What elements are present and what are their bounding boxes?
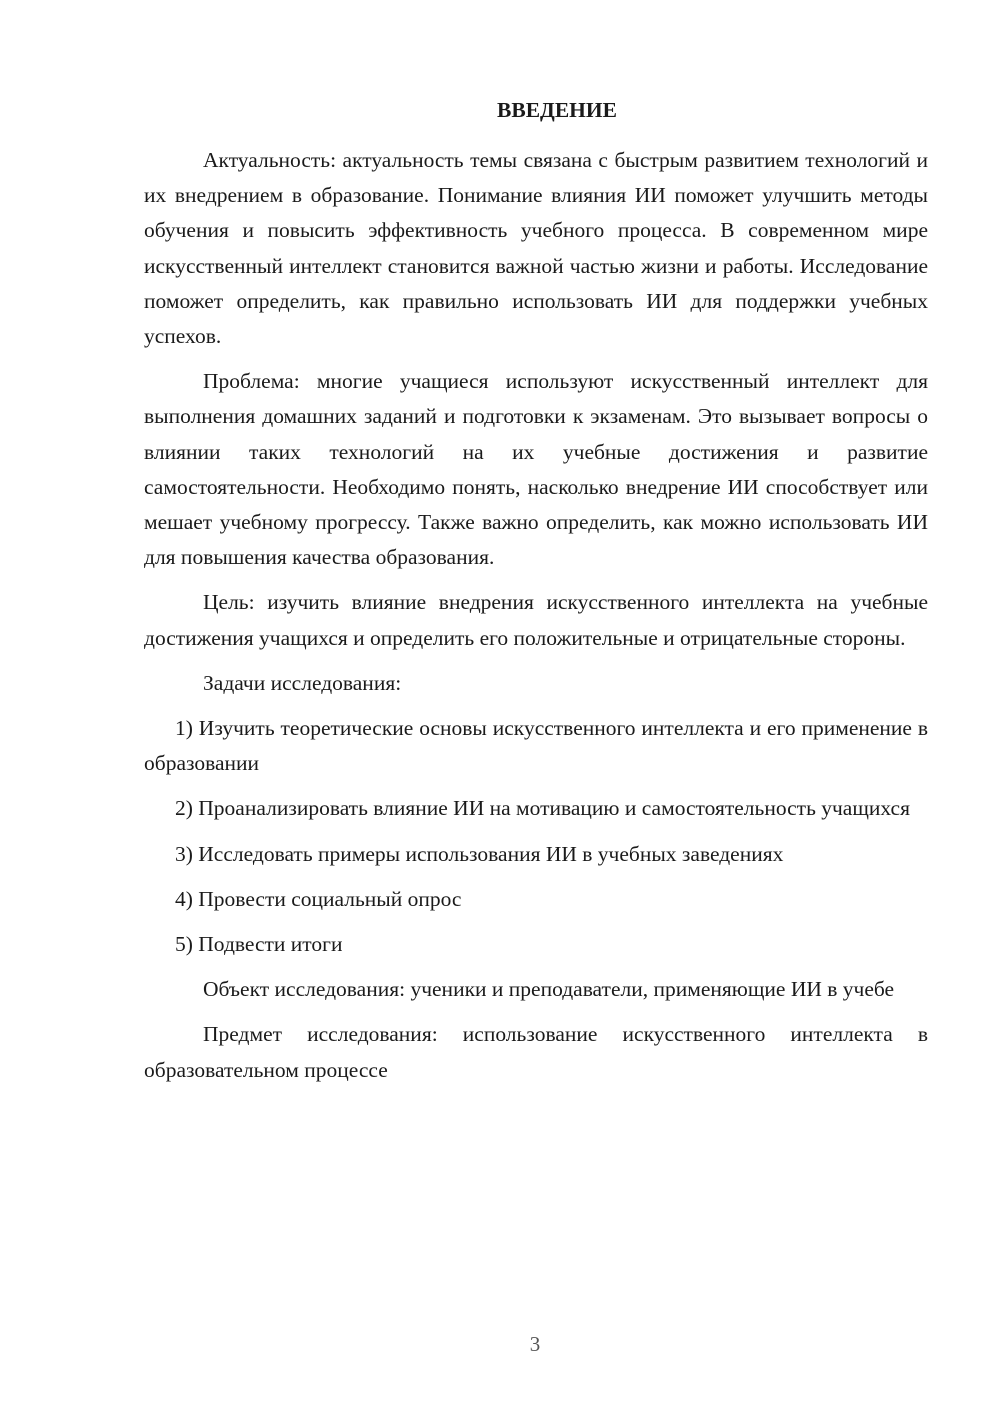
task-item: 2) Проанализировать влияние ИИ на мотивацию и самостоятельность учащихся bbox=[175, 796, 910, 821]
page-number: 3 bbox=[529, 1332, 541, 1356]
task-item: 5) Подвести итоги bbox=[175, 932, 343, 957]
paragraph-object: Объект исследования: ученики и преподаватели, применяющие ИИ в учебе bbox=[203, 977, 895, 1002]
section-heading: ВВЕДЕНИЕ bbox=[497, 98, 617, 122]
task-item: 3) Исследовать примеры использования ИИ в учебных заведениях bbox=[175, 841, 784, 866]
paragraph-relevance: Актуальность: актуальность темы связана с быстрым развитием технологий и их внедрением в образование. Понимание влияния ИИ поможет улучшить методы обучения и повысить эффективность учебного процесса. В современном мире искусственный интеллект становится важной частью жизни и работы. Исследование поможет определить, как правильно использовать ИИ для поддержки учебных успехов. bbox=[144, 148, 928, 349]
document-page bbox=[144, 94, 928, 1098]
paragraph-subject: Предмет исследования: использование искусственного интеллекта в образовательном процессе bbox=[144, 1022, 928, 1082]
paragraph-problem: Проблема: многие учащиеся используют искусственный интеллект для выполнения домашних заданий и подготовки к экзаменам. Это вызывает вопросы о влиянии таких технологий на их учебные достижения и развитие самостоятельности. Необходимо понять, насколько внедрение ИИ способствует или мешает учебному прогрессу. Также важно определить, как можно использовать ИИ для повышения качества образования. bbox=[144, 369, 928, 570]
task-item: 1) Изучить теоретические основы искусственного интеллекта и его применение в образовании bbox=[144, 716, 928, 776]
task-item: 4) Провести социальный опрос bbox=[175, 886, 462, 911]
paragraph-goal: Цель: изучить влияние внедрения искусственного интеллекта на учебные достижения учащихся и определить его положительные и отрицательные стороны. bbox=[144, 590, 928, 650]
paragraph-tasks-intro: Задачи исследования: bbox=[203, 670, 402, 695]
